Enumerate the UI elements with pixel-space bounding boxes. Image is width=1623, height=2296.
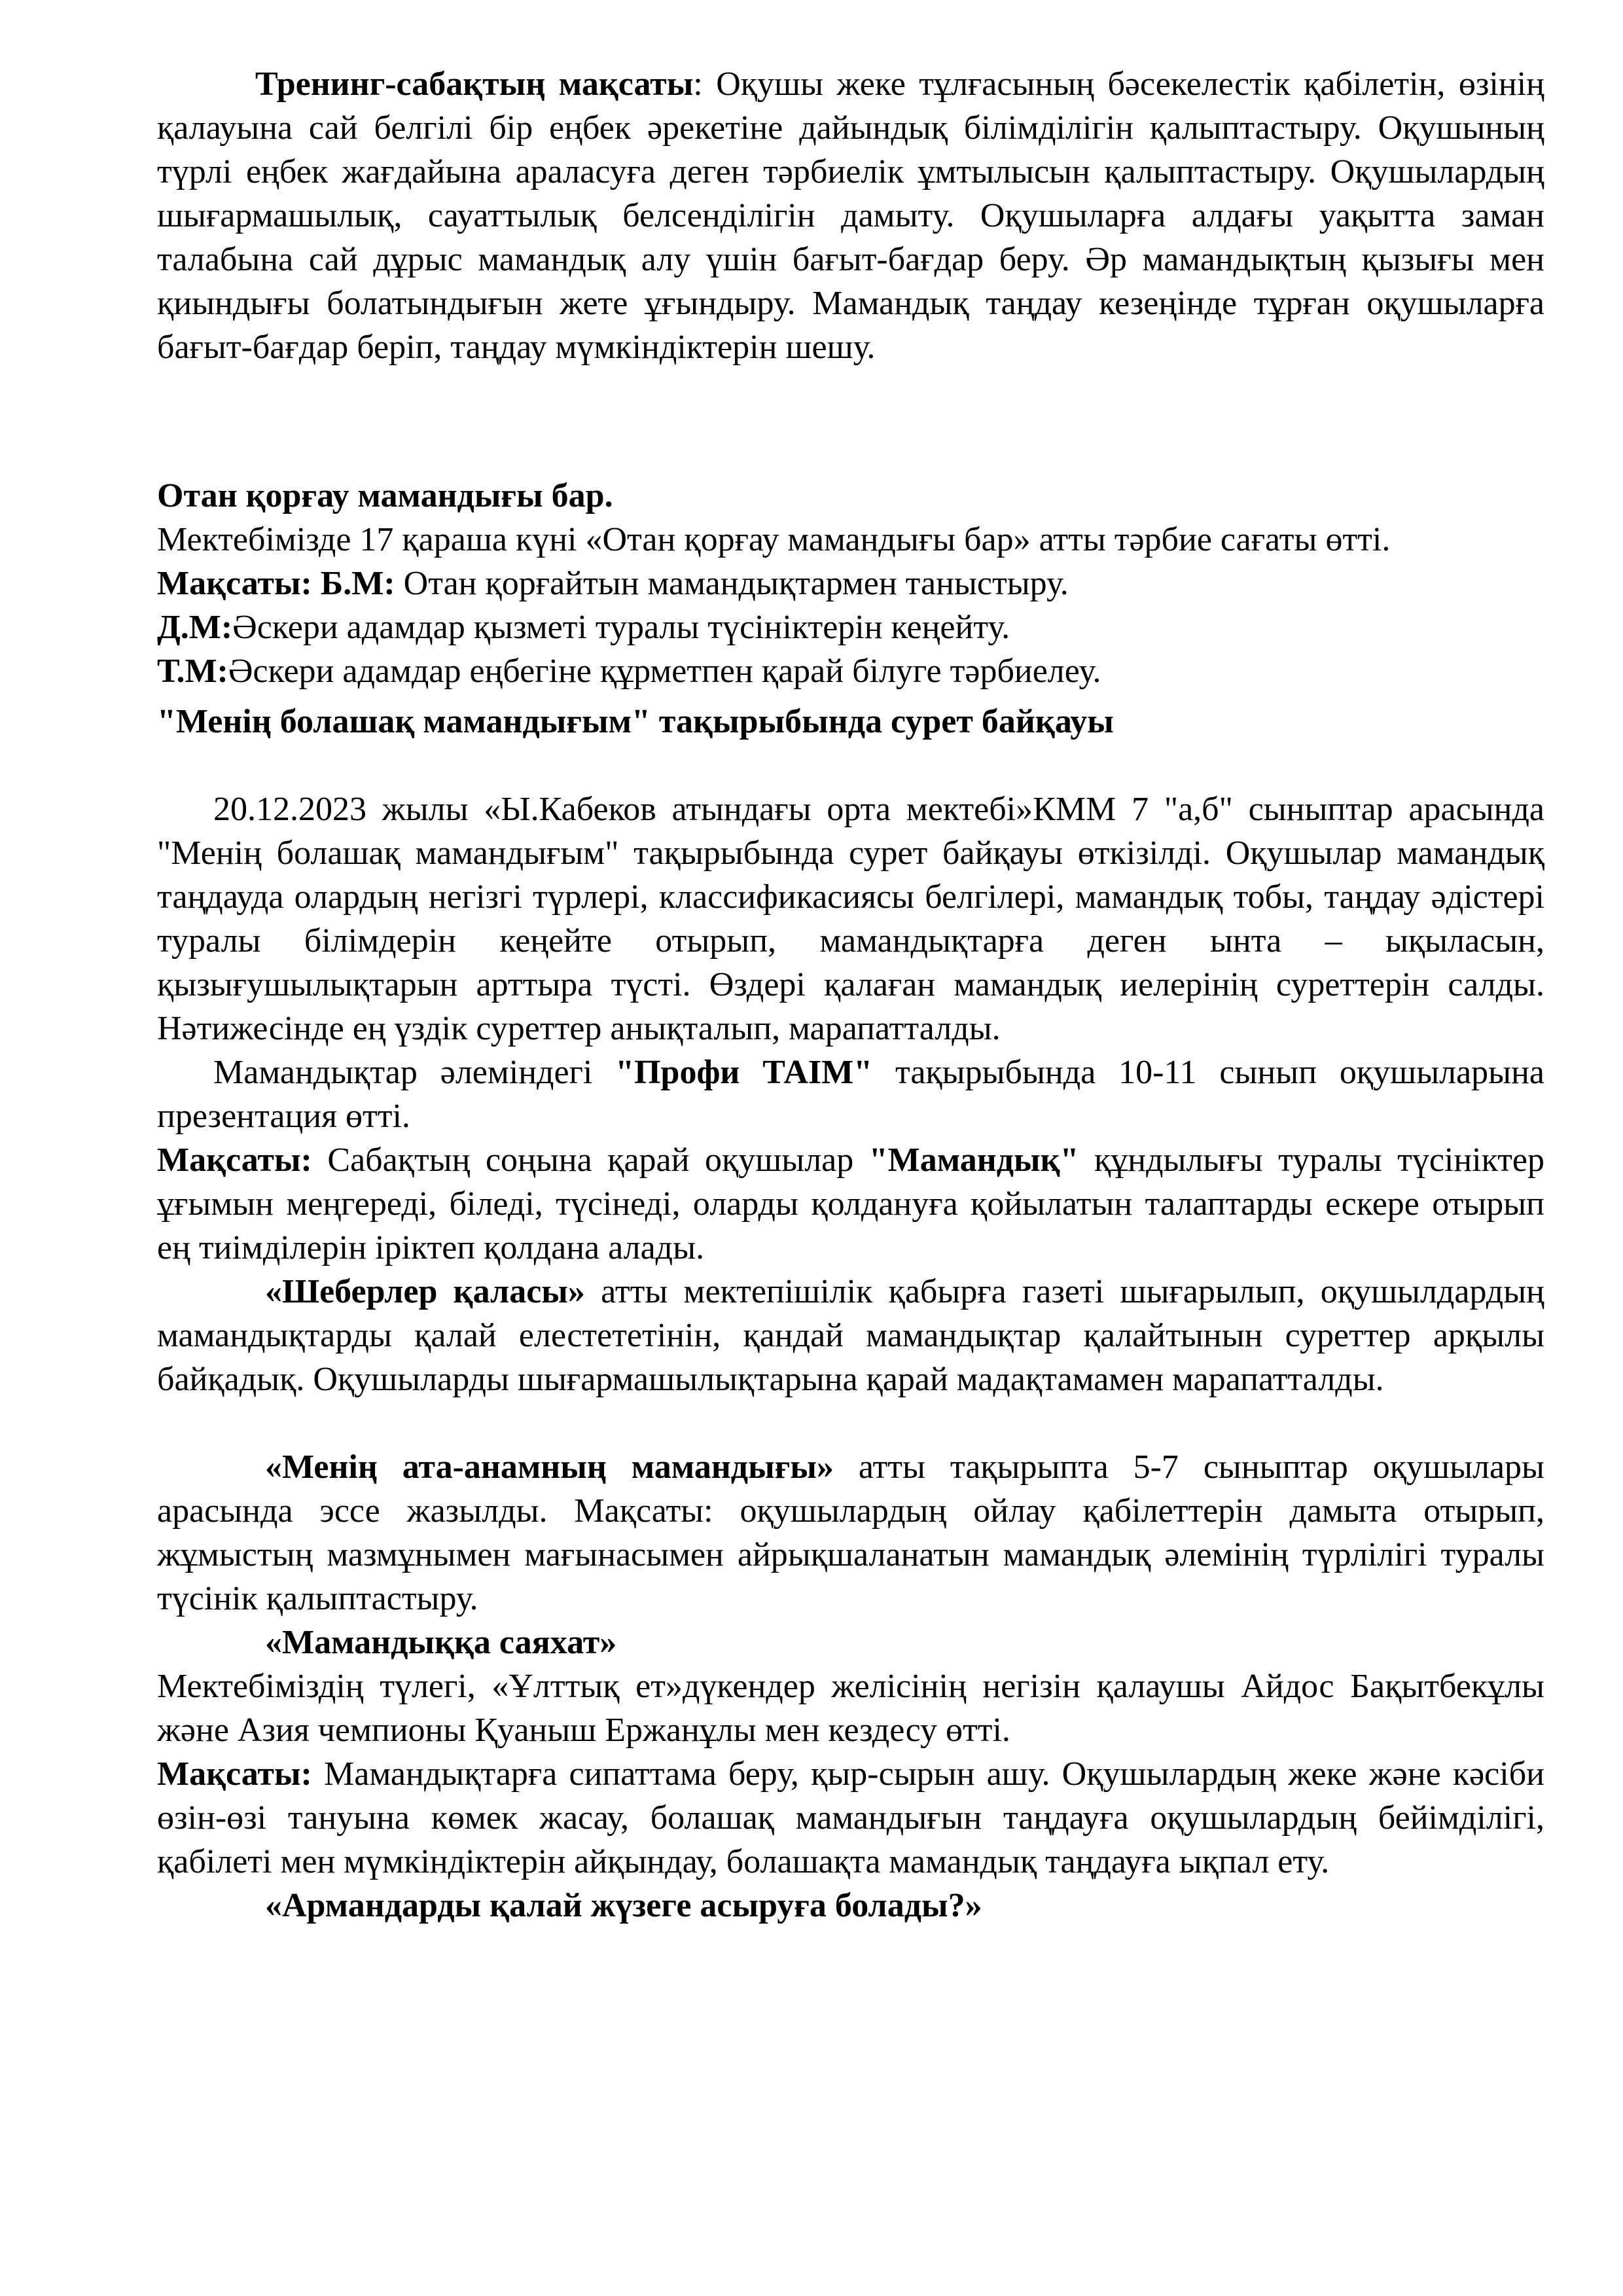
journey-paragraph: Мектебіміздің түлегі, «Ұлттық ет»дүкендер желісінің негізін қалаушы Айдос Бақытбекұлы және Азия чемпионы Қуаныш Ержанұлы мен кездесу өтті.	[157, 1668, 1544, 1749]
otan-dm-text: Әскери адамдар қызметі туралы түсініктерін кеңейту.	[232, 609, 1010, 646]
training-goal-label: Тренинг-сабақтың мақсаты	[255, 65, 694, 103]
training-goal-paragraph	[157, 62, 1544, 369]
masters-text: атты мектепішілік қабырға газеті шығарылып, оқушылдардың мамандықтарды қалай елестететінін, қандай мамандықтар қалайтынын суреттер арқылы байқадық. Оқушыларды шығармашылықтарына қарай мадақтамамен марапатталды.	[157, 1273, 1544, 1398]
otan-bm-label: Мақсаты: Б.М:	[157, 565, 395, 602]
profi-goal-text-2: құндылығы туралы түсініктер ұғымын меңгереді, біледі, түсінеді, оларды қолдануға қойылатын талаптарды ескере отырып ең тиімділерін іріктеп қолдана алады.	[157, 1141, 1544, 1266]
otan-line: Мектебімізде 17 қараша күні «Отан қорғау мамандығы бар» атты тәрбие сағаты өтті.	[157, 521, 1391, 558]
parents-title: «Менің ата-анамның мамандығы»	[265, 1448, 834, 1486]
otan-bm-text: Отан қорғайтын мамандықтармен таныстыру.	[395, 565, 1069, 602]
otan-dm-paragraph	[157, 605, 1544, 649]
profi-title: "Профи ТАІМ"	[615, 1054, 873, 1091]
otan-tm-paragraph	[157, 649, 1544, 693]
drawing-paragraph: 20.12.2023 жылы «Ы.Кабеков атындағы орта мектебі»КММ 7 "а,б" сыныптар арасында "Менің болашақ мамандығым" тақырыбында сурет байқауы өткізілді. Оқушылар мамандық таңдауда олардың негізгі түрлері, классификасиясы белгілері, мамандық тобы, таңдау әдістері туралы білімдерін кеңейте отырып, мамандықтарға деген ынта – ықыласын, қызығушылықтарын арттыра түсті. Өздері қалаған мамандық иелерінің суреттерін салды. Нәтижесінде ең үздік суреттер анықталып, марапатталды.	[157, 791, 1544, 1047]
masters-title: «Шеберлер қаласы»	[265, 1273, 585, 1310]
profi-goal-label: Мақсаты:	[157, 1141, 312, 1179]
training-goal-colon: :	[693, 65, 703, 103]
otan-dm-label: Д.М:	[157, 609, 233, 646]
journey-goal-paragraph	[157, 1752, 1544, 1884]
journey-goal-label: Мақсаты:	[157, 1755, 312, 1793]
profi-text-2: тақырыбында 10-11 сынып оқушыларына презентация өтті.	[157, 1054, 1545, 1135]
otan-bm-paragraph	[157, 562, 1544, 605]
profi-text-1: Мамандықтар әлеміндегі	[213, 1054, 616, 1091]
parents-paragraph	[157, 1445, 1544, 1621]
dreams-heading: «Армандарды қалай жүзеге асыруға болады?»	[265, 1887, 982, 1924]
profi-paragraph	[157, 1050, 1544, 1138]
profi-goal-bold: "Мамандық"	[868, 1141, 1079, 1179]
otan-heading: Отан қорғау мамандығы бар.	[157, 477, 613, 514]
drawing-heading: "Менің болашақ мамандығым" тақырыбында сурет байқауы	[157, 703, 1114, 740]
otan-tm-text: Әскери адамдар еңбегіне құрметпен қарай білуге тәрбиелеу.	[228, 653, 1101, 690]
profi-goal-paragraph	[157, 1138, 1544, 1270]
masters-paragraph	[157, 1270, 1544, 1401]
journey-goal-text: Мамандықтарға сипаттама беру, қыр-сырын ашу. Оқушылардың жеке және кәсіби өзін-өзі тануына көмек жасау, болашақ мамандығын таңдауға оқушылардың бейімділігі, қабілеті мен мүмкіндіктерін айқындау, болашақта мамандық таңдауға ықпал ету.	[157, 1755, 1544, 1880]
training-goal-text: Оқушы жеке тұлғасының бәсекелестік қабілетін, өзінің қалауына сай белгілі бір еңбек әрекетіне дайындық білімділігін қалыптастыру. Оқушының түрлі еңбек жағдайына араласуға деген тәрбиелік ұмтылысын қалыптастыру. Оқушылардың шығармашылық, сауаттылық белсенділігін дамыту. Оқушыларға алдағы уақытта заман талабына сай дұрыс мамандық алу үшін бағыт-бағдар беру. Әр мамандықтың қызығы мен қиындығы болатындығын жете ұғындыру. Мамандық таңдау кезеңінде тұрған оқушыларға бағыт-бағдар беріп, таңдау мүмкіндіктерін шешу.	[157, 65, 1544, 366]
otan-tm-label: Т.М:	[157, 653, 228, 690]
profi-goal-text-1: Сабақтың соңына қарай оқушылар	[312, 1141, 869, 1179]
journey-heading: «Мамандыққа саяхат»	[265, 1624, 617, 1661]
parents-text: атты тақырыпта 5-7 сыныптар оқушылары арасында эссе жазылды. Мақсаты: оқушылардың ойлау қабілеттерін дамыта отырып, жұмыстың мазмұнымен мағынасымен айрықшаланатын мамандық әлемінің түрлілігі туралы түсінік қалыптастыру.	[157, 1448, 1544, 1617]
